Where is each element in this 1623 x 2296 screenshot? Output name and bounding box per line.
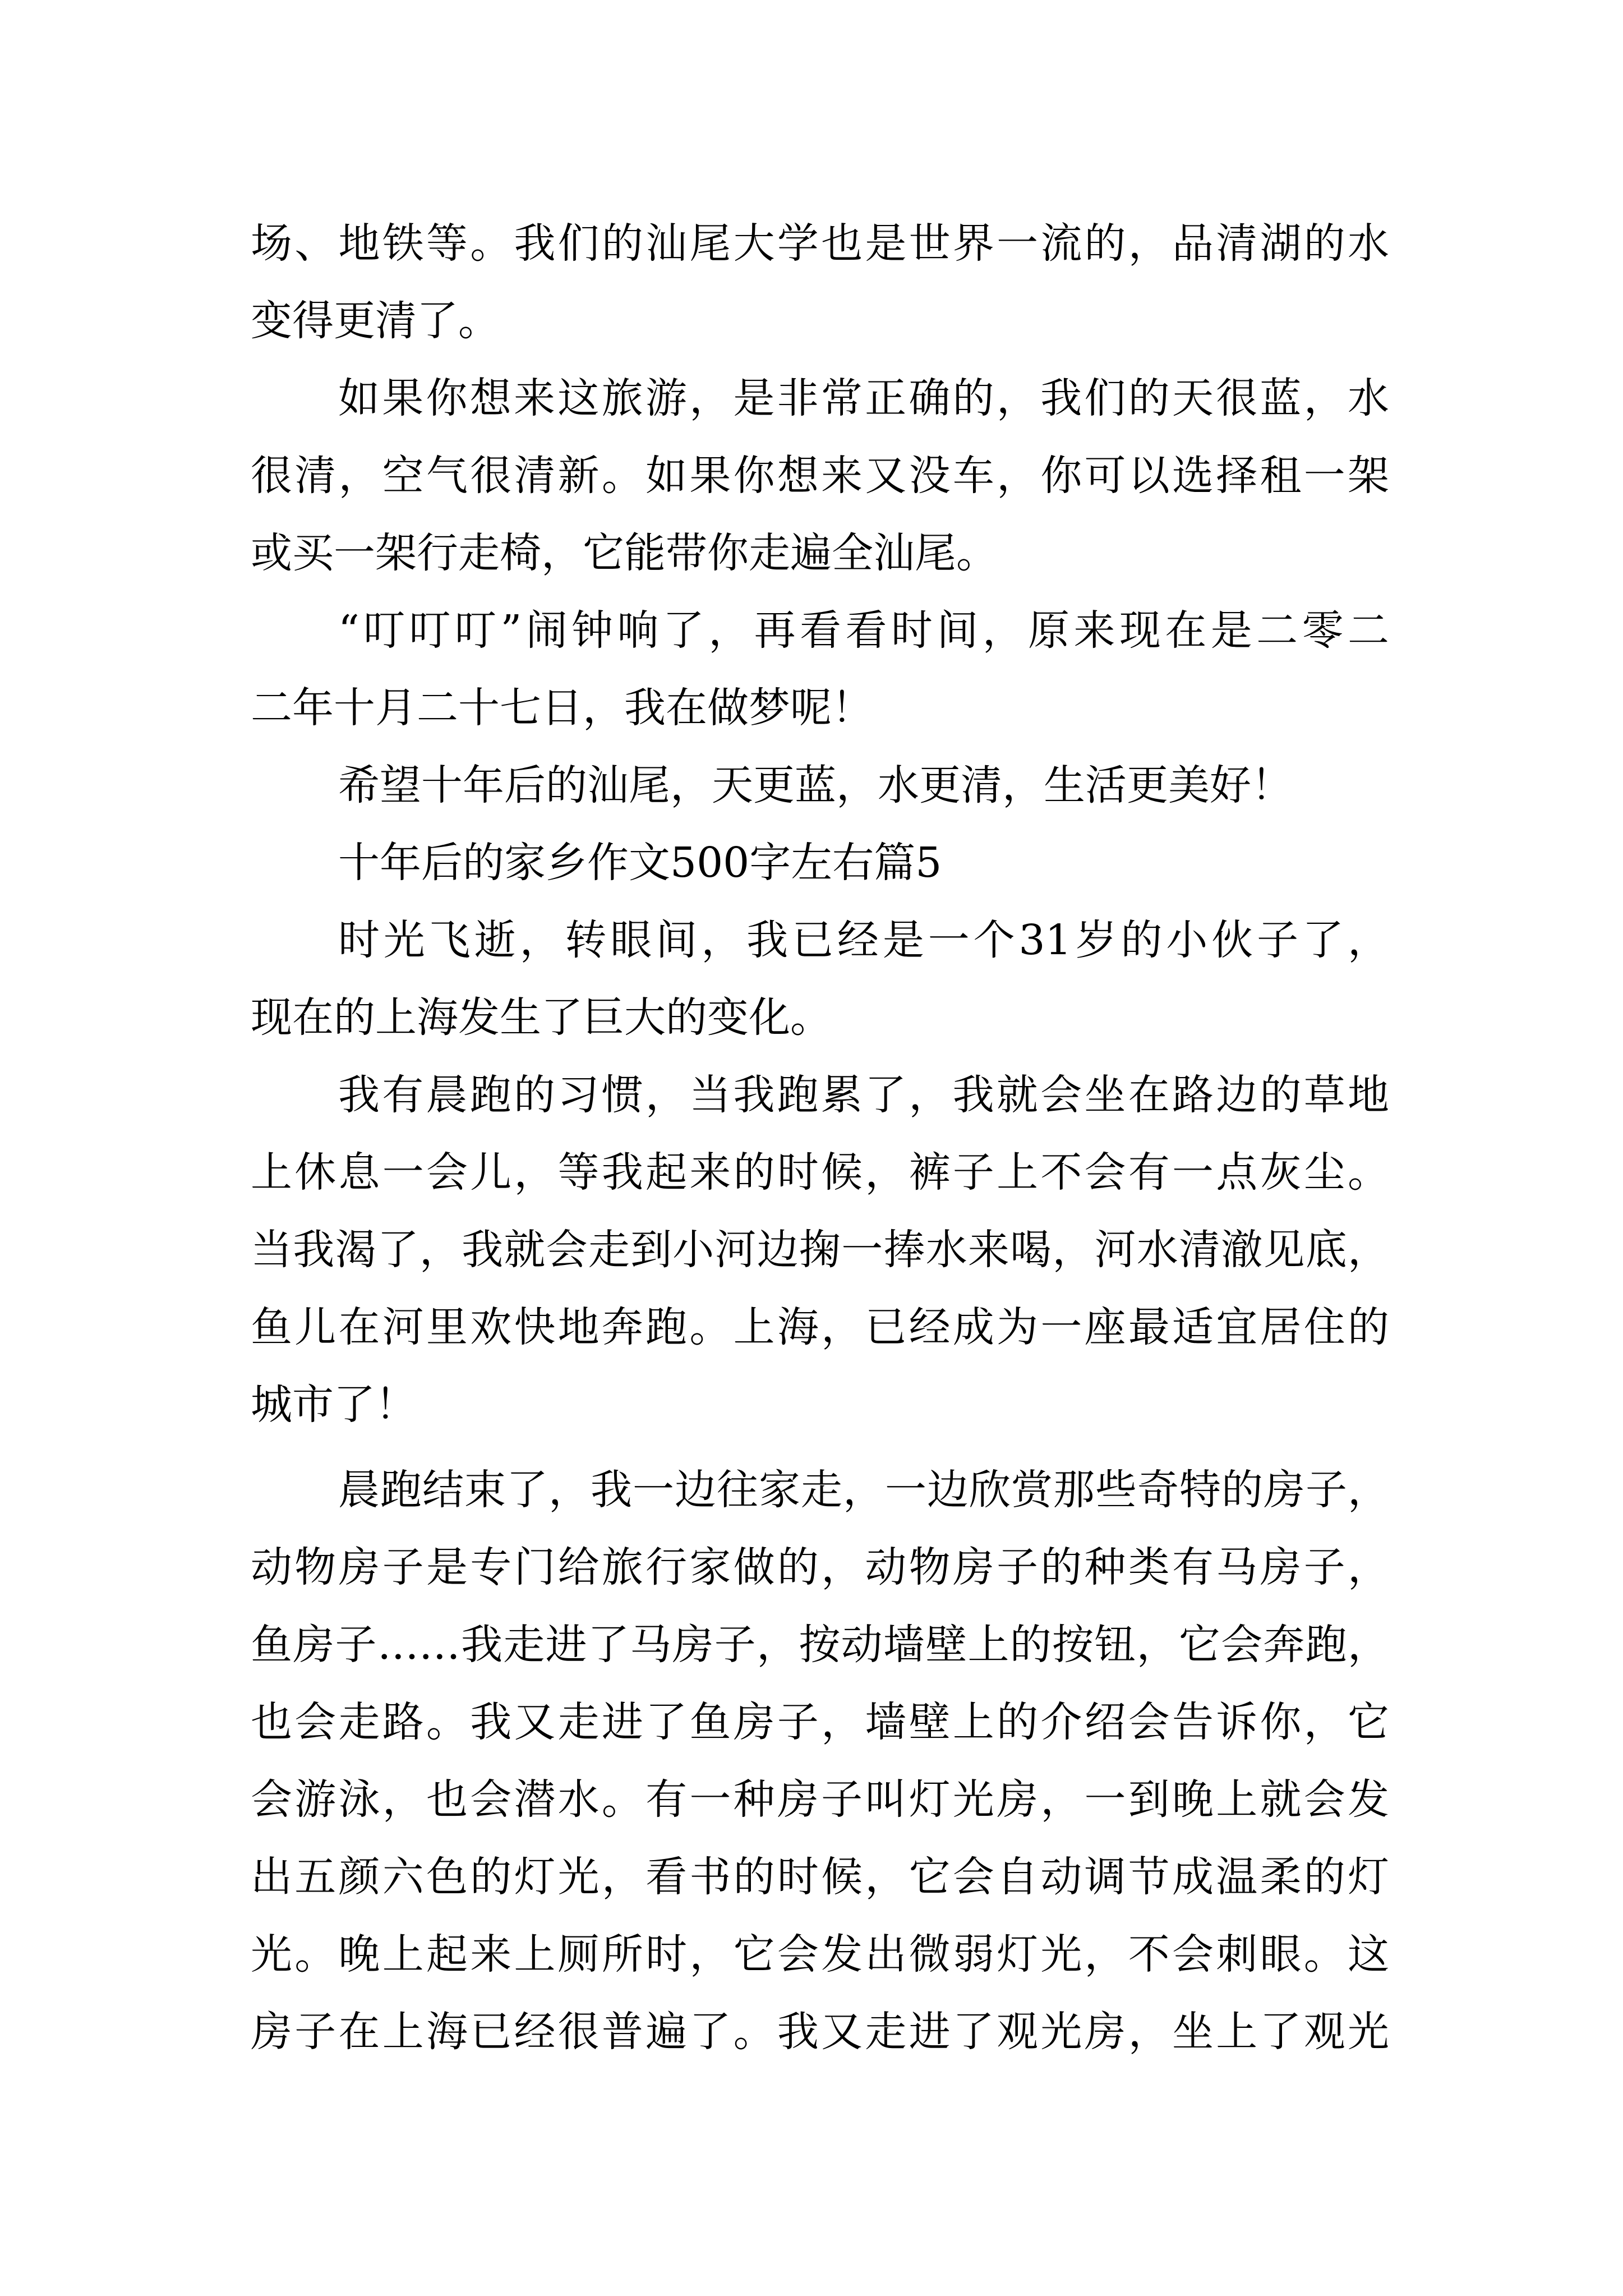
paragraph-start-line: 希望十年后的汕尾，天更蓝，水更清，生活更美好！ xyxy=(338,761,1293,809)
text-line: 变得更清了。 xyxy=(251,297,500,345)
text-line: 出五颜六色的灯光，看书的时候，它会自动调节成温柔的灯 xyxy=(251,1853,1389,1901)
text-line: 城市了！ xyxy=(251,1381,417,1429)
text-line: 二年十月二十七日，我在做梦呢！ xyxy=(251,684,873,732)
text-line: 现在的上海发生了巨大的变化。 xyxy=(251,993,832,1042)
paragraph-start-line: 如果你想来这旅游，是非常正确的，我们的天很蓝，水 xyxy=(338,374,1389,422)
paragraph-start-line: 晨跑结束了，我一边往家走，一边欣赏那些奇特的房子， xyxy=(338,1466,1389,1514)
section-heading: 十年后的家乡作文500字左右篇5 xyxy=(338,839,942,887)
text-line: 或买一架行走椅，它能带你走遍全汕尾。 xyxy=(251,529,998,577)
text-line: 很清，空气很清新。如果你想来又没车，你可以选择租一架 xyxy=(251,452,1389,500)
text-line: 光。晚上起来上厕所时，它会发出微弱灯光，不会刺眼。这 xyxy=(251,1930,1389,1978)
text-line: 鱼房子……我走进了马房子，按动墙壁上的按钮，它会奔跑， xyxy=(251,1621,1389,1669)
paragraph-start-line: “叮叮叮”闹钟响了，再看看时间，原来现在是二零二 xyxy=(338,606,1389,655)
text-line: 会游泳，也会潜水。有一种房子叫灯光房，一到晚上就会发 xyxy=(251,1775,1389,1824)
paragraph-start-line: 我有晨跑的习惯，当我跑累了，我就会坐在路边的草地 xyxy=(338,1071,1389,1119)
text-line: 也会走路。我又走进了鱼房子，墙壁上的介绍会告诉你，它 xyxy=(251,1698,1389,1746)
document-page xyxy=(251,205,1389,2070)
text-line: 鱼儿在河里欢快地奔跑。上海，已经成为一座最适宜居住的 xyxy=(251,1303,1389,1351)
text-line: 动物房子是专门给旅行家做的，动物房子的种类有马房子， xyxy=(251,1543,1389,1591)
text-line: 房子在上海已经很普遍了。我又走进了观光房，坐上了观光 xyxy=(251,2008,1389,2056)
text-line: 上休息一会儿，等我起来的时候，裤子上不会有一点灰尘。 xyxy=(251,1148,1389,1197)
paragraph-start-line: 时光飞逝，转眼间，我已经是一个31岁的小伙子了， xyxy=(338,916,1389,964)
text-line: 当我渴了，我就会走到小河边掬一捧水来喝，河水清澈见底， xyxy=(251,1226,1389,1274)
text-line: 场、地铁等。我们的汕尾大学也是世界一流的，品清湖的水 xyxy=(251,219,1389,268)
